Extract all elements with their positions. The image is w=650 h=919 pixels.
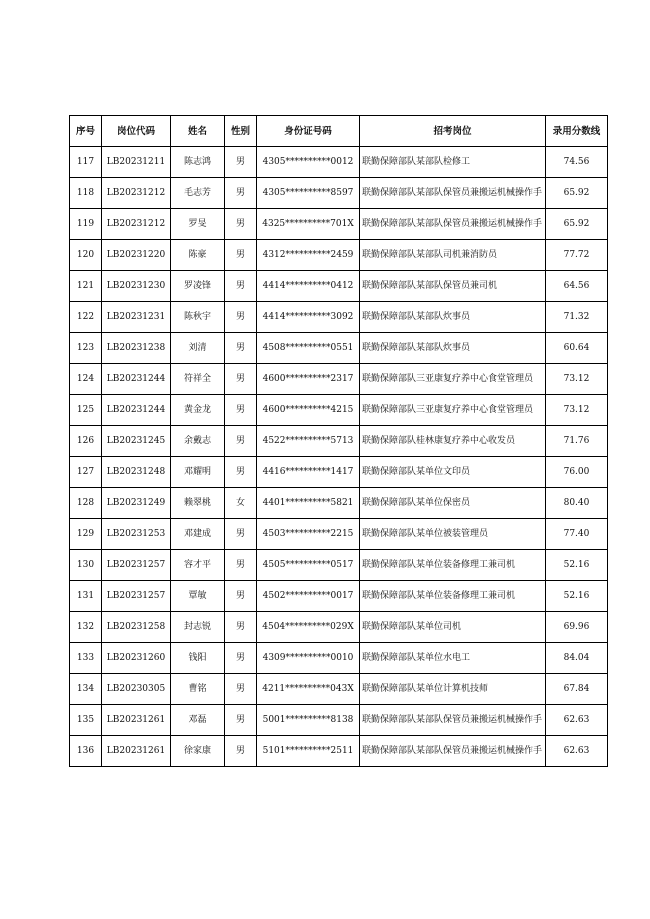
cell-id-number: 4522**********5713 xyxy=(257,426,360,457)
cell-position-code: LB20231261 xyxy=(102,705,171,736)
cell-name: 覃敏 xyxy=(171,581,225,612)
cell-id-number: 4600**********4215 xyxy=(257,395,360,426)
table-row xyxy=(70,581,608,612)
cell-id-number: 4305**********8597 xyxy=(257,178,360,209)
cell-cutoff-score: 71.76 xyxy=(546,426,608,457)
cell-gender: 男 xyxy=(225,519,257,550)
cell-name: 邓建成 xyxy=(171,519,225,550)
cell-id-number: 5001**********8138 xyxy=(257,705,360,736)
cell-cutoff-score: 69.96 xyxy=(546,612,608,643)
cell-seq: 128 xyxy=(70,488,102,519)
cell-position-code: LB20231245 xyxy=(102,426,171,457)
cell-name: 容才平 xyxy=(171,550,225,581)
header-position-code: 岗位代码 xyxy=(102,116,171,147)
cell-id-number: 4508**********0551 xyxy=(257,333,360,364)
cell-seq: 123 xyxy=(70,333,102,364)
cell-name: 罗旻 xyxy=(171,209,225,240)
cell-cutoff-score: 52.16 xyxy=(546,550,608,581)
table-row xyxy=(70,240,608,271)
cell-seq: 135 xyxy=(70,705,102,736)
cell-recruit-position: 联勤保障部队三亚康复疗养中心食堂管理员 xyxy=(360,395,546,426)
cell-recruit-position: 联勤保障部队桂林康复疗养中心收发员 xyxy=(360,426,546,457)
cell-gender: 男 xyxy=(225,674,257,705)
cell-gender: 男 xyxy=(225,705,257,736)
cell-recruit-position: 联勤保障部队某单位文印员 xyxy=(360,457,546,488)
cell-id-number: 5101**********2511 xyxy=(257,736,360,767)
cell-recruit-position: 联勤保障部队某单位司机 xyxy=(360,612,546,643)
table-row xyxy=(70,178,608,209)
table-row xyxy=(70,209,608,240)
cell-recruit-position: 联勤保障部队某单位被装管理员 xyxy=(360,519,546,550)
cell-recruit-position: 联勤保障部队某部队炊事员 xyxy=(360,333,546,364)
cell-id-number: 4504**********029X xyxy=(257,612,360,643)
cell-gender: 男 xyxy=(225,178,257,209)
cell-seq: 133 xyxy=(70,643,102,674)
cell-cutoff-score: 52.16 xyxy=(546,581,608,612)
table-row xyxy=(70,333,608,364)
cell-seq: 136 xyxy=(70,736,102,767)
table-row xyxy=(70,705,608,736)
table-row xyxy=(70,643,608,674)
cell-id-number: 4416**********1417 xyxy=(257,457,360,488)
table-row xyxy=(70,612,608,643)
cell-position-code: LB20231212 xyxy=(102,178,171,209)
cell-cutoff-score: 65.92 xyxy=(546,209,608,240)
cell-gender: 男 xyxy=(225,581,257,612)
cell-id-number: 4401**********5821 xyxy=(257,488,360,519)
cell-id-number: 4309**********0010 xyxy=(257,643,360,674)
table-row xyxy=(70,426,608,457)
cell-gender: 男 xyxy=(225,364,257,395)
cell-id-number: 4505**********0517 xyxy=(257,550,360,581)
cell-name: 刘清 xyxy=(171,333,225,364)
cell-gender: 男 xyxy=(225,426,257,457)
cell-cutoff-score: 67.84 xyxy=(546,674,608,705)
cell-recruit-position: 联勤保障部队某部队炊事员 xyxy=(360,302,546,333)
cell-recruit-position: 联勤保障部队某部队保管员兼搬运机械操作手 xyxy=(360,736,546,767)
cell-seq: 134 xyxy=(70,674,102,705)
cell-cutoff-score: 62.63 xyxy=(546,705,608,736)
cell-gender: 男 xyxy=(225,240,257,271)
cell-recruit-position: 联勤保障部队某单位装备修理工兼司机 xyxy=(360,581,546,612)
table-row xyxy=(70,736,608,767)
cell-name: 罗凌锋 xyxy=(171,271,225,302)
cell-gender: 男 xyxy=(225,736,257,767)
cell-gender: 男 xyxy=(225,612,257,643)
cell-seq: 131 xyxy=(70,581,102,612)
cell-position-code: LB20231249 xyxy=(102,488,171,519)
cell-cutoff-score: 76.00 xyxy=(546,457,608,488)
cell-gender: 女 xyxy=(225,488,257,519)
cell-seq: 125 xyxy=(70,395,102,426)
cell-recruit-position: 联勤保障部队某单位保密员 xyxy=(360,488,546,519)
cell-position-code: LB20231244 xyxy=(102,364,171,395)
cell-position-code: LB20231231 xyxy=(102,302,171,333)
cell-gender: 男 xyxy=(225,333,257,364)
cell-position-code: LB20231253 xyxy=(102,519,171,550)
cell-gender: 男 xyxy=(225,209,257,240)
cell-cutoff-score: 77.40 xyxy=(546,519,608,550)
cell-seq: 117 xyxy=(70,147,102,178)
cell-position-code: LB20231261 xyxy=(102,736,171,767)
cell-cutoff-score: 64.56 xyxy=(546,271,608,302)
cell-cutoff-score: 62.63 xyxy=(546,736,608,767)
table-row xyxy=(70,302,608,333)
cell-recruit-position: 联勤保障部队某单位计算机技师 xyxy=(360,674,546,705)
table-row xyxy=(70,147,608,178)
cell-name: 赖翠桃 xyxy=(171,488,225,519)
table-row xyxy=(70,457,608,488)
cell-id-number: 4503**********2215 xyxy=(257,519,360,550)
cell-gender: 男 xyxy=(225,550,257,581)
table-body xyxy=(70,147,608,767)
cell-position-code: LB20231248 xyxy=(102,457,171,488)
cell-cutoff-score: 73.12 xyxy=(546,395,608,426)
table-header xyxy=(70,116,608,147)
cell-name: 陈豪 xyxy=(171,240,225,271)
cell-position-code: LB20231257 xyxy=(102,550,171,581)
cell-seq: 132 xyxy=(70,612,102,643)
header-recruit-position: 招考岗位 xyxy=(360,116,546,147)
cell-name: 陈秋宇 xyxy=(171,302,225,333)
cell-position-code: LB20231258 xyxy=(102,612,171,643)
cell-recruit-position: 联勤保障部队某部队保管员兼搬运机械操作手 xyxy=(360,705,546,736)
cell-name: 钱阳 xyxy=(171,643,225,674)
cell-position-code: LB20230305 xyxy=(102,674,171,705)
cell-recruit-position: 联勤保障部队某部队检修工 xyxy=(360,147,546,178)
cell-seq: 118 xyxy=(70,178,102,209)
header-row xyxy=(70,116,608,147)
cell-recruit-position: 联勤保障部队某单位水电工 xyxy=(360,643,546,674)
cell-position-code: LB20231212 xyxy=(102,209,171,240)
cell-gender: 男 xyxy=(225,643,257,674)
cell-recruit-position: 联勤保障部队三亚康复疗养中心食堂管理员 xyxy=(360,364,546,395)
cell-cutoff-score: 65.92 xyxy=(546,178,608,209)
cell-seq: 121 xyxy=(70,271,102,302)
cell-id-number: 4600**********2317 xyxy=(257,364,360,395)
table-row xyxy=(70,364,608,395)
cell-cutoff-score: 73.12 xyxy=(546,364,608,395)
cell-position-code: LB20231211 xyxy=(102,147,171,178)
cell-cutoff-score: 84.04 xyxy=(546,643,608,674)
cell-name: 余戴志 xyxy=(171,426,225,457)
cell-id-number: 4502**********0017 xyxy=(257,581,360,612)
cell-seq: 124 xyxy=(70,364,102,395)
hiring-score-table xyxy=(69,115,608,767)
cell-cutoff-score: 80.40 xyxy=(546,488,608,519)
cell-seq: 129 xyxy=(70,519,102,550)
cell-name: 封志锐 xyxy=(171,612,225,643)
cell-position-code: LB20231244 xyxy=(102,395,171,426)
header-cutoff-score: 录用分数线 xyxy=(546,116,608,147)
cell-id-number: 4211**********043X xyxy=(257,674,360,705)
cell-name: 符祥全 xyxy=(171,364,225,395)
cell-gender: 男 xyxy=(225,395,257,426)
table-row xyxy=(70,674,608,705)
table-row xyxy=(70,488,608,519)
cell-cutoff-score: 77.72 xyxy=(546,240,608,271)
cell-id-number: 4305**********0012 xyxy=(257,147,360,178)
cell-seq: 130 xyxy=(70,550,102,581)
cell-position-code: LB20231230 xyxy=(102,271,171,302)
cell-name: 邓耀明 xyxy=(171,457,225,488)
cell-gender: 男 xyxy=(225,271,257,302)
cell-position-code: LB20231238 xyxy=(102,333,171,364)
cell-recruit-position: 联勤保障部队某部队司机兼消防员 xyxy=(360,240,546,271)
table-row xyxy=(70,550,608,581)
cell-seq: 120 xyxy=(70,240,102,271)
cell-recruit-position: 联勤保障部队某部队保管员兼搬运机械操作手 xyxy=(360,178,546,209)
header-gender: 性别 xyxy=(225,116,257,147)
cell-position-code: LB20231220 xyxy=(102,240,171,271)
header-seq: 序号 xyxy=(70,116,102,147)
table-row xyxy=(70,271,608,302)
cell-name: 黄金龙 xyxy=(171,395,225,426)
cell-name: 曹铭 xyxy=(171,674,225,705)
cell-id-number: 4312**********2459 xyxy=(257,240,360,271)
cell-id-number: 4325**********701X xyxy=(257,209,360,240)
cell-position-code: LB20231257 xyxy=(102,581,171,612)
cell-gender: 男 xyxy=(225,457,257,488)
cell-seq: 122 xyxy=(70,302,102,333)
cell-cutoff-score: 71.32 xyxy=(546,302,608,333)
cell-id-number: 4414**********0412 xyxy=(257,271,360,302)
cell-id-number: 4414**********3092 xyxy=(257,302,360,333)
cell-cutoff-score: 74.56 xyxy=(546,147,608,178)
cell-gender: 男 xyxy=(225,147,257,178)
cell-gender: 男 xyxy=(225,302,257,333)
cell-recruit-position: 联勤保障部队某单位装备修理工兼司机 xyxy=(360,550,546,581)
header-name: 姓名 xyxy=(171,116,225,147)
cell-name: 陈志鸿 xyxy=(171,147,225,178)
cell-recruit-position: 联勤保障部队某部队保管员兼搬运机械操作手 xyxy=(360,209,546,240)
cell-name: 邓磊 xyxy=(171,705,225,736)
cell-cutoff-score: 60.64 xyxy=(546,333,608,364)
header-id-number: 身份证号码 xyxy=(257,116,360,147)
cell-recruit-position: 联勤保障部队某部队保管员兼司机 xyxy=(360,271,546,302)
cell-seq: 119 xyxy=(70,209,102,240)
cell-seq: 127 xyxy=(70,457,102,488)
table-row xyxy=(70,395,608,426)
cell-position-code: LB20231260 xyxy=(102,643,171,674)
cell-name: 毛志芳 xyxy=(171,178,225,209)
cell-seq: 126 xyxy=(70,426,102,457)
table-row xyxy=(70,519,608,550)
cell-name: 徐家康 xyxy=(171,736,225,767)
